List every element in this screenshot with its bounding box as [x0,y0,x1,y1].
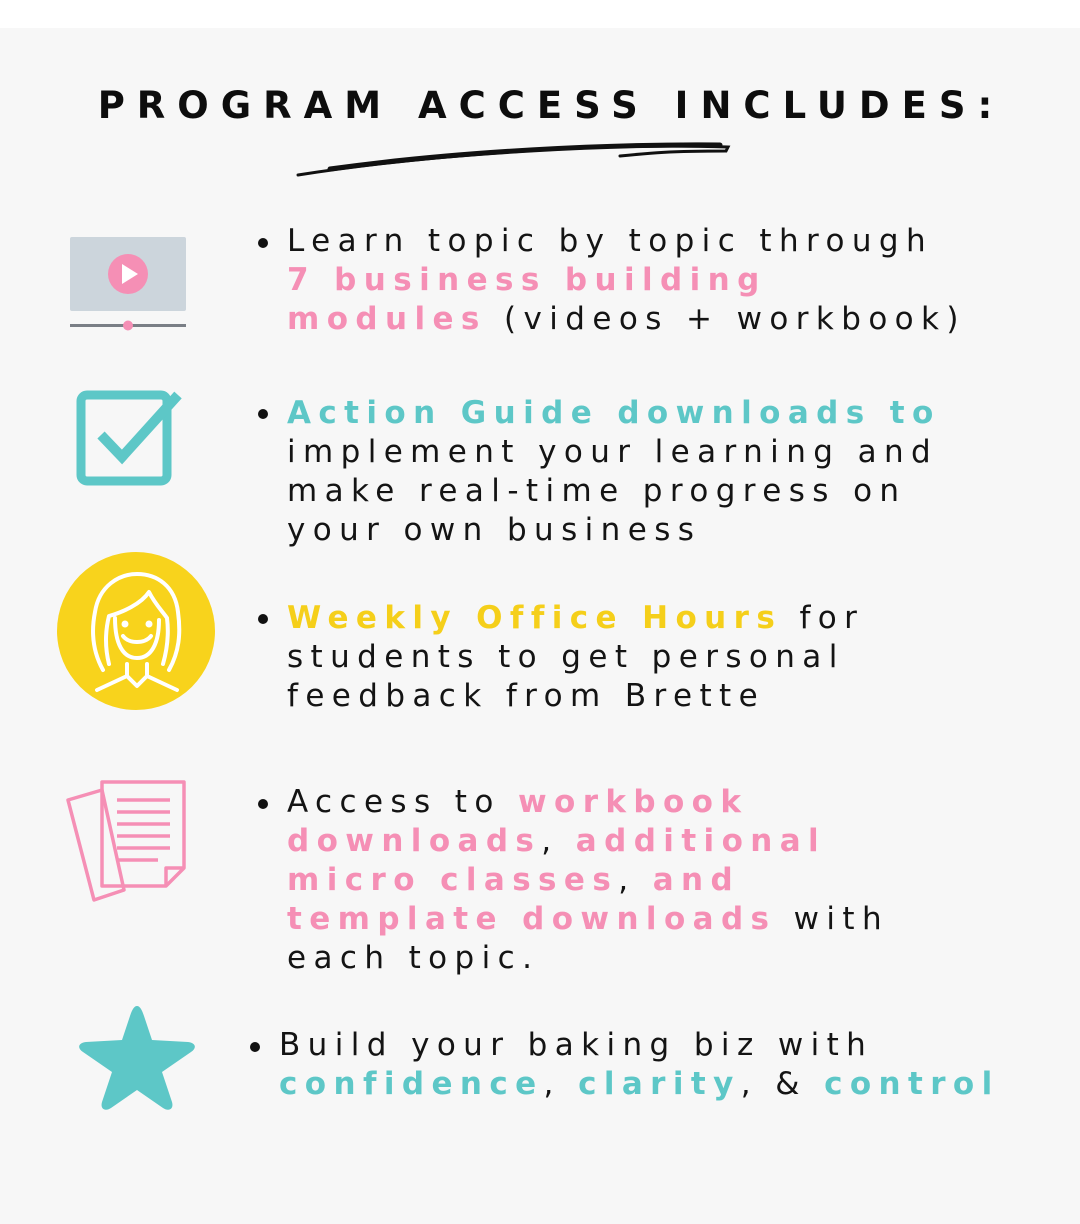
bullet-dot [258,614,268,624]
highlight-text: Weekly Office Hours [287,600,783,636]
feature-text [287,394,941,550]
highlight-text: 7 business building [287,262,767,298]
highlight-text: clarity [578,1066,741,1102]
text-line [287,677,864,716]
highlight-text: and [652,862,741,898]
text-segment: each topic. [287,940,540,976]
text-segment: , [618,862,653,898]
text-segment: , [541,823,576,859]
highlight-text: additional [575,823,827,859]
page-title: PROGRAM ACCESS INCLUDES: [97,84,1005,127]
text-line [287,433,941,472]
text-segment: , & [740,1066,825,1102]
highlight-text: workbook [517,784,749,820]
documents-icon [62,778,192,906]
text-line [287,861,889,900]
text-segment: students to get personal [287,639,845,675]
bullet-dot [250,1042,260,1052]
bullet-dot [258,799,268,809]
text-segment: make real-time progress on [287,473,907,509]
text-line [287,822,889,861]
text-segment: Learn topic by topic through [287,223,933,259]
text-segment: for [782,600,865,636]
highlight-text: control [824,1066,1000,1102]
highlight-text: micro classes [287,862,619,898]
feature-text [279,1026,1000,1104]
checkbox-icon [74,385,184,490]
text-line [287,394,941,433]
text-line [287,261,966,300]
highlight-text: downloads [287,823,542,859]
text-segment: Access to [287,784,518,820]
woman-avatar-icon [57,552,215,710]
text-segment: your own business [287,512,702,548]
text-line [287,472,941,511]
bullet-dot [258,238,268,248]
highlight-text: confidence [279,1066,544,1102]
text-line [287,638,864,677]
text-line [287,300,966,339]
bullet-dot [258,409,268,419]
video-player-icon [68,236,188,336]
text-segment: (videos + workbook) [486,301,966,337]
text-segment: , [543,1066,579,1102]
feature-text [287,783,889,978]
feature-text [287,599,864,716]
highlight-text: modules [287,301,487,337]
text-line [287,599,864,638]
highlight-text: template downloads [287,901,777,937]
text-segment: Build your baking biz with [279,1027,874,1063]
text-segment: feedback from Brette [287,678,766,714]
text-line [287,511,941,550]
text-line [287,783,889,822]
highlight-text: Action Guide downloads to [287,395,941,431]
text-line [287,900,889,939]
text-segment: implement your learning and [287,434,939,470]
text-line [287,222,966,261]
text-segment: with [776,901,890,937]
star-icon [76,1002,198,1114]
text-line [279,1065,1000,1104]
feature-text [287,222,966,339]
text-line [279,1026,1000,1065]
underline-swoosh-icon [290,135,740,180]
text-line [287,939,889,978]
